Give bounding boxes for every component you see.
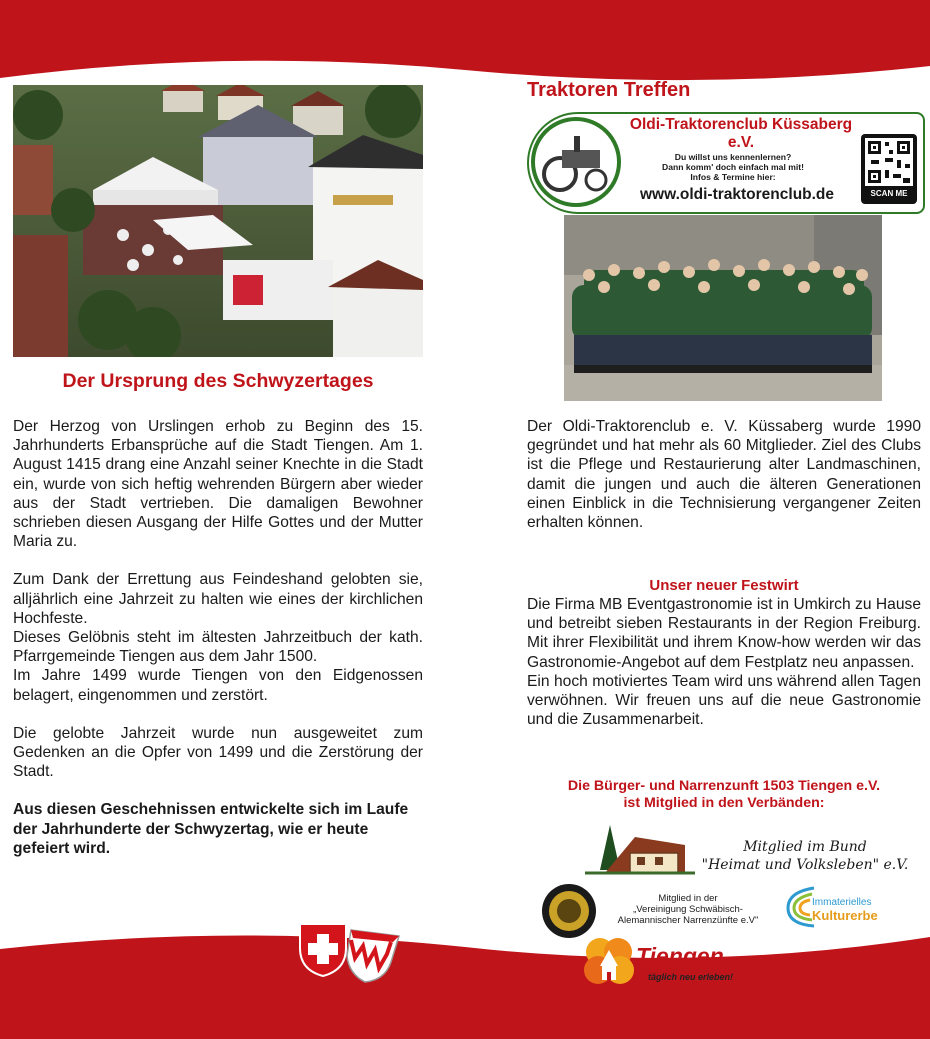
bottom-red-wave: [0, 929, 930, 1039]
tiengen-logo-icon: [578, 936, 640, 988]
qr-code-icon[interactable]: [861, 134, 917, 204]
qr-label: SCAN ME: [870, 189, 908, 198]
festwirt-heading: Unser neuer Festwirt: [649, 577, 799, 594]
club-name: Oldi-Traktorenclub Küssaberg e.V.: [629, 116, 853, 151]
kulturerbe-line-2: Kulturerbe: [812, 908, 878, 923]
club-card-text: [633, 152, 833, 182]
heimat-line-1: Mitglied im Bund: [743, 839, 867, 855]
farmhouse-logo-icon: [585, 815, 695, 875]
vsan-logo-icon: [540, 882, 598, 940]
member-heading-line-2: ist Mitglied in den Verbänden:: [623, 795, 825, 811]
club-url[interactable]: www.oldi-traktorenclub.de: [639, 186, 835, 203]
top-red-wave: [0, 0, 930, 90]
card-line-2: Dann komm' doch einfach mal mit!: [662, 162, 804, 172]
card-line-1: Du willst uns kennenlernen?: [674, 152, 792, 162]
group-photo: [564, 215, 882, 401]
paragraph-3: Dieses Gelöbnis steht im ältesten Jahrzeitbuch der kath. Pfarrgemeinde Tiengen aus dem Jahr 1500.: [13, 629, 423, 666]
vsan-line-2: „Vereinigung Schwäbisch-: [633, 904, 743, 915]
paragraph-5: Die gelobte Jahrzeit wurde nun ausgeweitet zum Gedenken an die Opfer von 1499 und die Zerstörung der Stadt.: [13, 724, 423, 781]
paragraph-2: Zum Dank der Errettung aus Feindeshand gelobten sie, alljährlich eine Jahrzeit zu halten wie eines der kirchlichen Hochfeste.: [13, 571, 423, 627]
member-heading: [527, 778, 921, 812]
tiengen-name: Tiengen: [636, 943, 724, 969]
franconian-rake-shield-icon: [343, 928, 401, 984]
vsan-line-3: Alemannischer Narrenzünfte e.V": [617, 915, 759, 926]
left-heading: Der Ursprung des Schwyzertages: [62, 370, 374, 392]
paragraph-1: Der Herzog von Urslingen erhob zu Beginn des 15. Jahrhunderts Erbansprüche auf die Stadt Tiengen. Am 1. August 1415 drang eine Anzahl seiner Knechte in die Stadt ein, wurde von sich heftig wehrenden Bürgern aber wieder aus der Stadt vertrieben. Die damaligen Bewohner schrieben diesen Ausgang der Hilfe Gottes und der Mutter Maria zu.: [13, 418, 423, 551]
card-line-3: Infos & Termine hier:: [690, 172, 776, 182]
festwirt-paragraph-2: Ein hoch motiviertes Team wird uns während allen Tagen verwöhnen. Wir freuen uns auf die neue Gastronomie und die Zusammenarbeit.: [527, 672, 921, 729]
member-heading-line-1: Die Bürger- und Narrenzunft 1503 Tiengen e.V.: [567, 778, 881, 794]
vsan-line-1: Mitglied in der: [658, 893, 718, 904]
vsan-text: [598, 893, 778, 926]
town-aerial-photo: [13, 85, 423, 357]
festwirt-text: [527, 595, 921, 729]
tiengen-slogan: täglich neu erleben!: [648, 972, 734, 982]
festwirt-paragraph-1: Die Firma MB Eventgastronomie ist in Umkirch zu Hause und betreibt sieben Restaurants in der Region Freiburg. Mit ihrer Flexibilität und ihrem Know-how werden wir das Gastronomie-Angebot auf dem Festplatz neu anpassen.: [527, 596, 921, 671]
right-heading: Traktoren Treffen: [527, 79, 691, 101]
closing-paragraph: Aus diesen Geschehnissen entwickelte sich im Laufe der Jahrhunderte der Schwyzertag, wie er heute gefeiert wird.: [13, 801, 409, 857]
left-body: [13, 417, 423, 858]
club-text: Der Oldi-Traktorenclub e. V. Küssaberg wurde 1990 gegründet und hat mehr als 60 Mitglieder. Ziel des Clubs ist die Pflege und Restaurierung alter Landmaschinen, damit die jungen und auch die älteren Generationen einen Einblick in die Technisierung vergangener Zeiten erhalten können.: [527, 418, 921, 532]
heimat-line-2: "Heimat und Volksleben" e.V.: [701, 857, 909, 873]
kulturerbe-line-1: Immaterielles: [812, 897, 872, 908]
tractor-logo-icon: [530, 116, 622, 208]
swiss-cross-shield-icon: [298, 922, 348, 978]
kulturerbe-text: [812, 897, 922, 923]
paragraph-4: Im Jahre 1499 wurde Tiengen von den Eidgenossen belagert, eingenommen und zerstört.: [13, 667, 423, 704]
heimat-text: [690, 838, 920, 874]
